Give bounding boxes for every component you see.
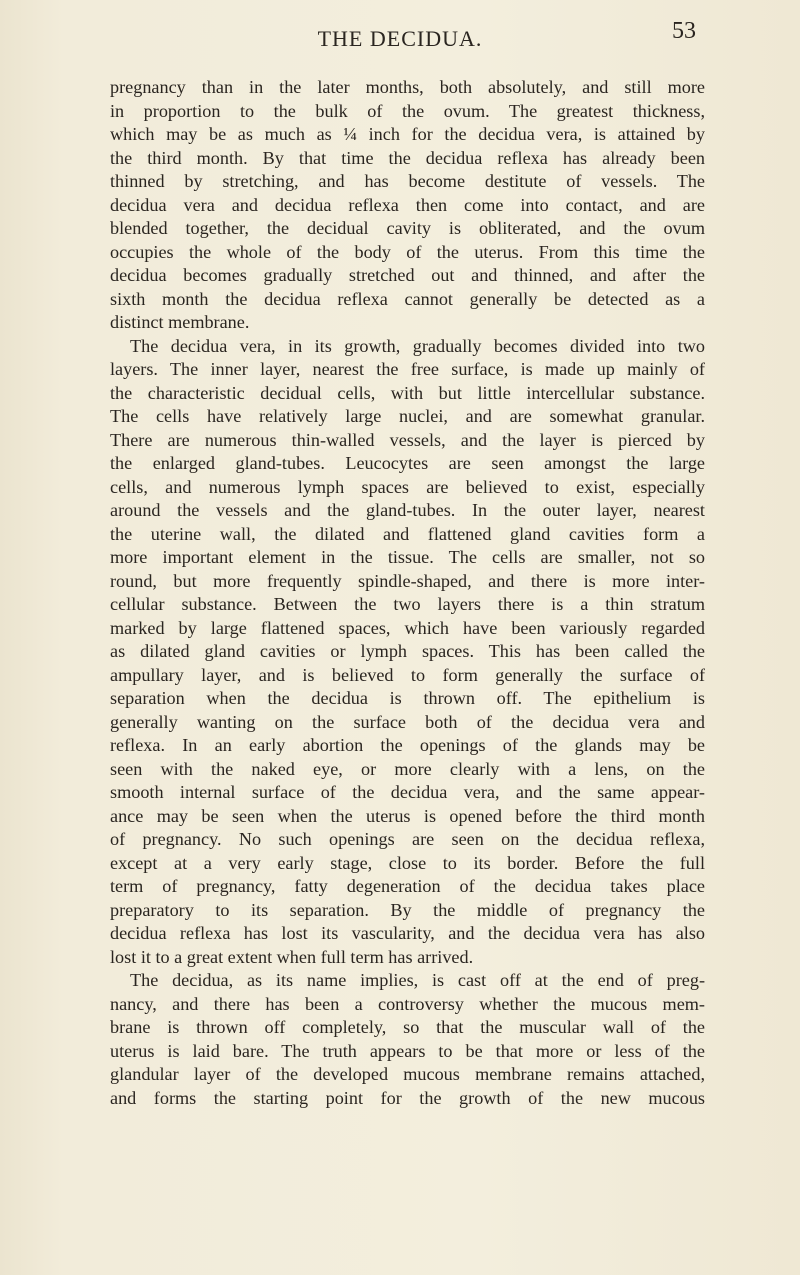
text-line: glandular layer of the developed mucous membrane remains attached, — [110, 1064, 705, 1084]
text-line: nancy, and there has been a controversy whether the mucous mem- — [110, 993, 705, 1014]
text-line: decidua becomes gradually stretched out and thinned, and after the — [110, 265, 705, 285]
text-line: brane is thrown off completely, so that the muscular wall of the — [110, 1017, 705, 1037]
text-line: The decidua vera, in its growth, gradually becomes divided into two — [130, 335, 705, 356]
text-line: the third month. By that time the decidua reflexa has already been — [110, 147, 705, 168]
text-line: separation when the decidua is thrown off. The epithelium is — [110, 688, 705, 708]
text-line: ance may be seen when the uterus is opened before the third month — [110, 805, 705, 826]
text-line: of pregnancy. No such openings are seen on the decidua reflexa, — [110, 829, 705, 849]
text-line: term of pregnancy, fatty degeneration of the decidua takes place — [110, 876, 705, 896]
text-line: except at a very early stage, close to its border. Before the full — [110, 852, 705, 873]
text-line: more important element in the tissue. The cells are smaller, not so — [110, 547, 705, 567]
text-line: distinct membrane. — [110, 312, 250, 332]
body-text — [110, 76, 705, 1110]
text-line: uterus is laid bare. The truth appears to be that more or less of the — [110, 1040, 705, 1061]
text-line: in proportion to the bulk of the ovum. The greatest thickness, — [110, 100, 705, 121]
text-line: occupies the whole of the body of the uterus. From this time the — [110, 241, 705, 262]
text-line: There are numerous thin-walled vessels, and the layer is pierced by — [110, 429, 705, 450]
text-line: marked by large flattened spaces, which have been variously regarded — [110, 617, 705, 638]
text-line: the enlarged gland-tubes. Leucocytes are seen amongst the large — [110, 453, 705, 473]
text-line: ampullary layer, and is believed to form generally the surface of — [110, 664, 705, 685]
text-line: reflexa. In an early abortion the openings of the glands may be — [110, 735, 705, 755]
text-line: decidua vera and decidua reflexa then come into contact, and are — [110, 194, 705, 215]
text-line: thinned by stretching, and has become destitute of vessels. The — [110, 171, 705, 191]
text-line: smooth internal surface of the decidua vera, and the same appear- — [110, 782, 705, 802]
text-line: and forms the starting point for the growth of the new mucous — [110, 1087, 705, 1108]
text-line: round, but more frequently spindle-shaped, and there is more inter- — [110, 570, 705, 591]
page-number: 53 — [672, 18, 696, 44]
running-title: THE DECIDUA. — [317, 26, 483, 51]
text-line: layers. The inner layer, nearest the free surface, is made up mainly of — [110, 359, 705, 379]
text-line: blended together, the decidual cavity is obliterated, and the ovum — [110, 218, 705, 238]
text-line: preparatory to its separation. By the middle of pregnancy the — [110, 899, 705, 920]
text-line: which may be as much as ¼ inch for the decidua vera, is attained by — [110, 124, 705, 144]
text-line: lost it to a great extent when full term has arrived. — [110, 946, 474, 967]
text-line: the characteristic decidual cells, with but little intercellular substance. — [110, 382, 705, 403]
text-line: as dilated gland cavities or lymph spaces. This has been called the — [110, 641, 705, 661]
running-head — [0, 18, 800, 58]
text-line: decidua reflexa has lost its vascularity, and the decidua vera has also — [110, 923, 705, 943]
text-line: cells, and numerous lymph spaces are believed to exist, especially — [110, 476, 705, 497]
text-line: pregnancy than in the later months, both absolutely, and still more — [110, 77, 705, 97]
text-line: the uterine wall, the dilated and flattened gland cavities form a — [110, 523, 705, 544]
text-line: cellular substance. Between the two layers there is a thin stratum — [110, 594, 705, 614]
text-line: The cells have relatively large nuclei, and are somewhat granular. — [110, 406, 705, 426]
text-line: generally wanting on the surface both of the decidua vera and — [110, 711, 705, 732]
text-line: seen with the naked eye, or more clearly with a lens, on the — [110, 758, 705, 779]
text-line: around the vessels and the gland-tubes. In the outer layer, nearest — [110, 500, 705, 520]
text-line: The decidua, as its name implies, is cast off at the end of preg- — [130, 970, 705, 990]
text-line: sixth month the decidua reflexa cannot generally be detected as a — [110, 288, 705, 309]
